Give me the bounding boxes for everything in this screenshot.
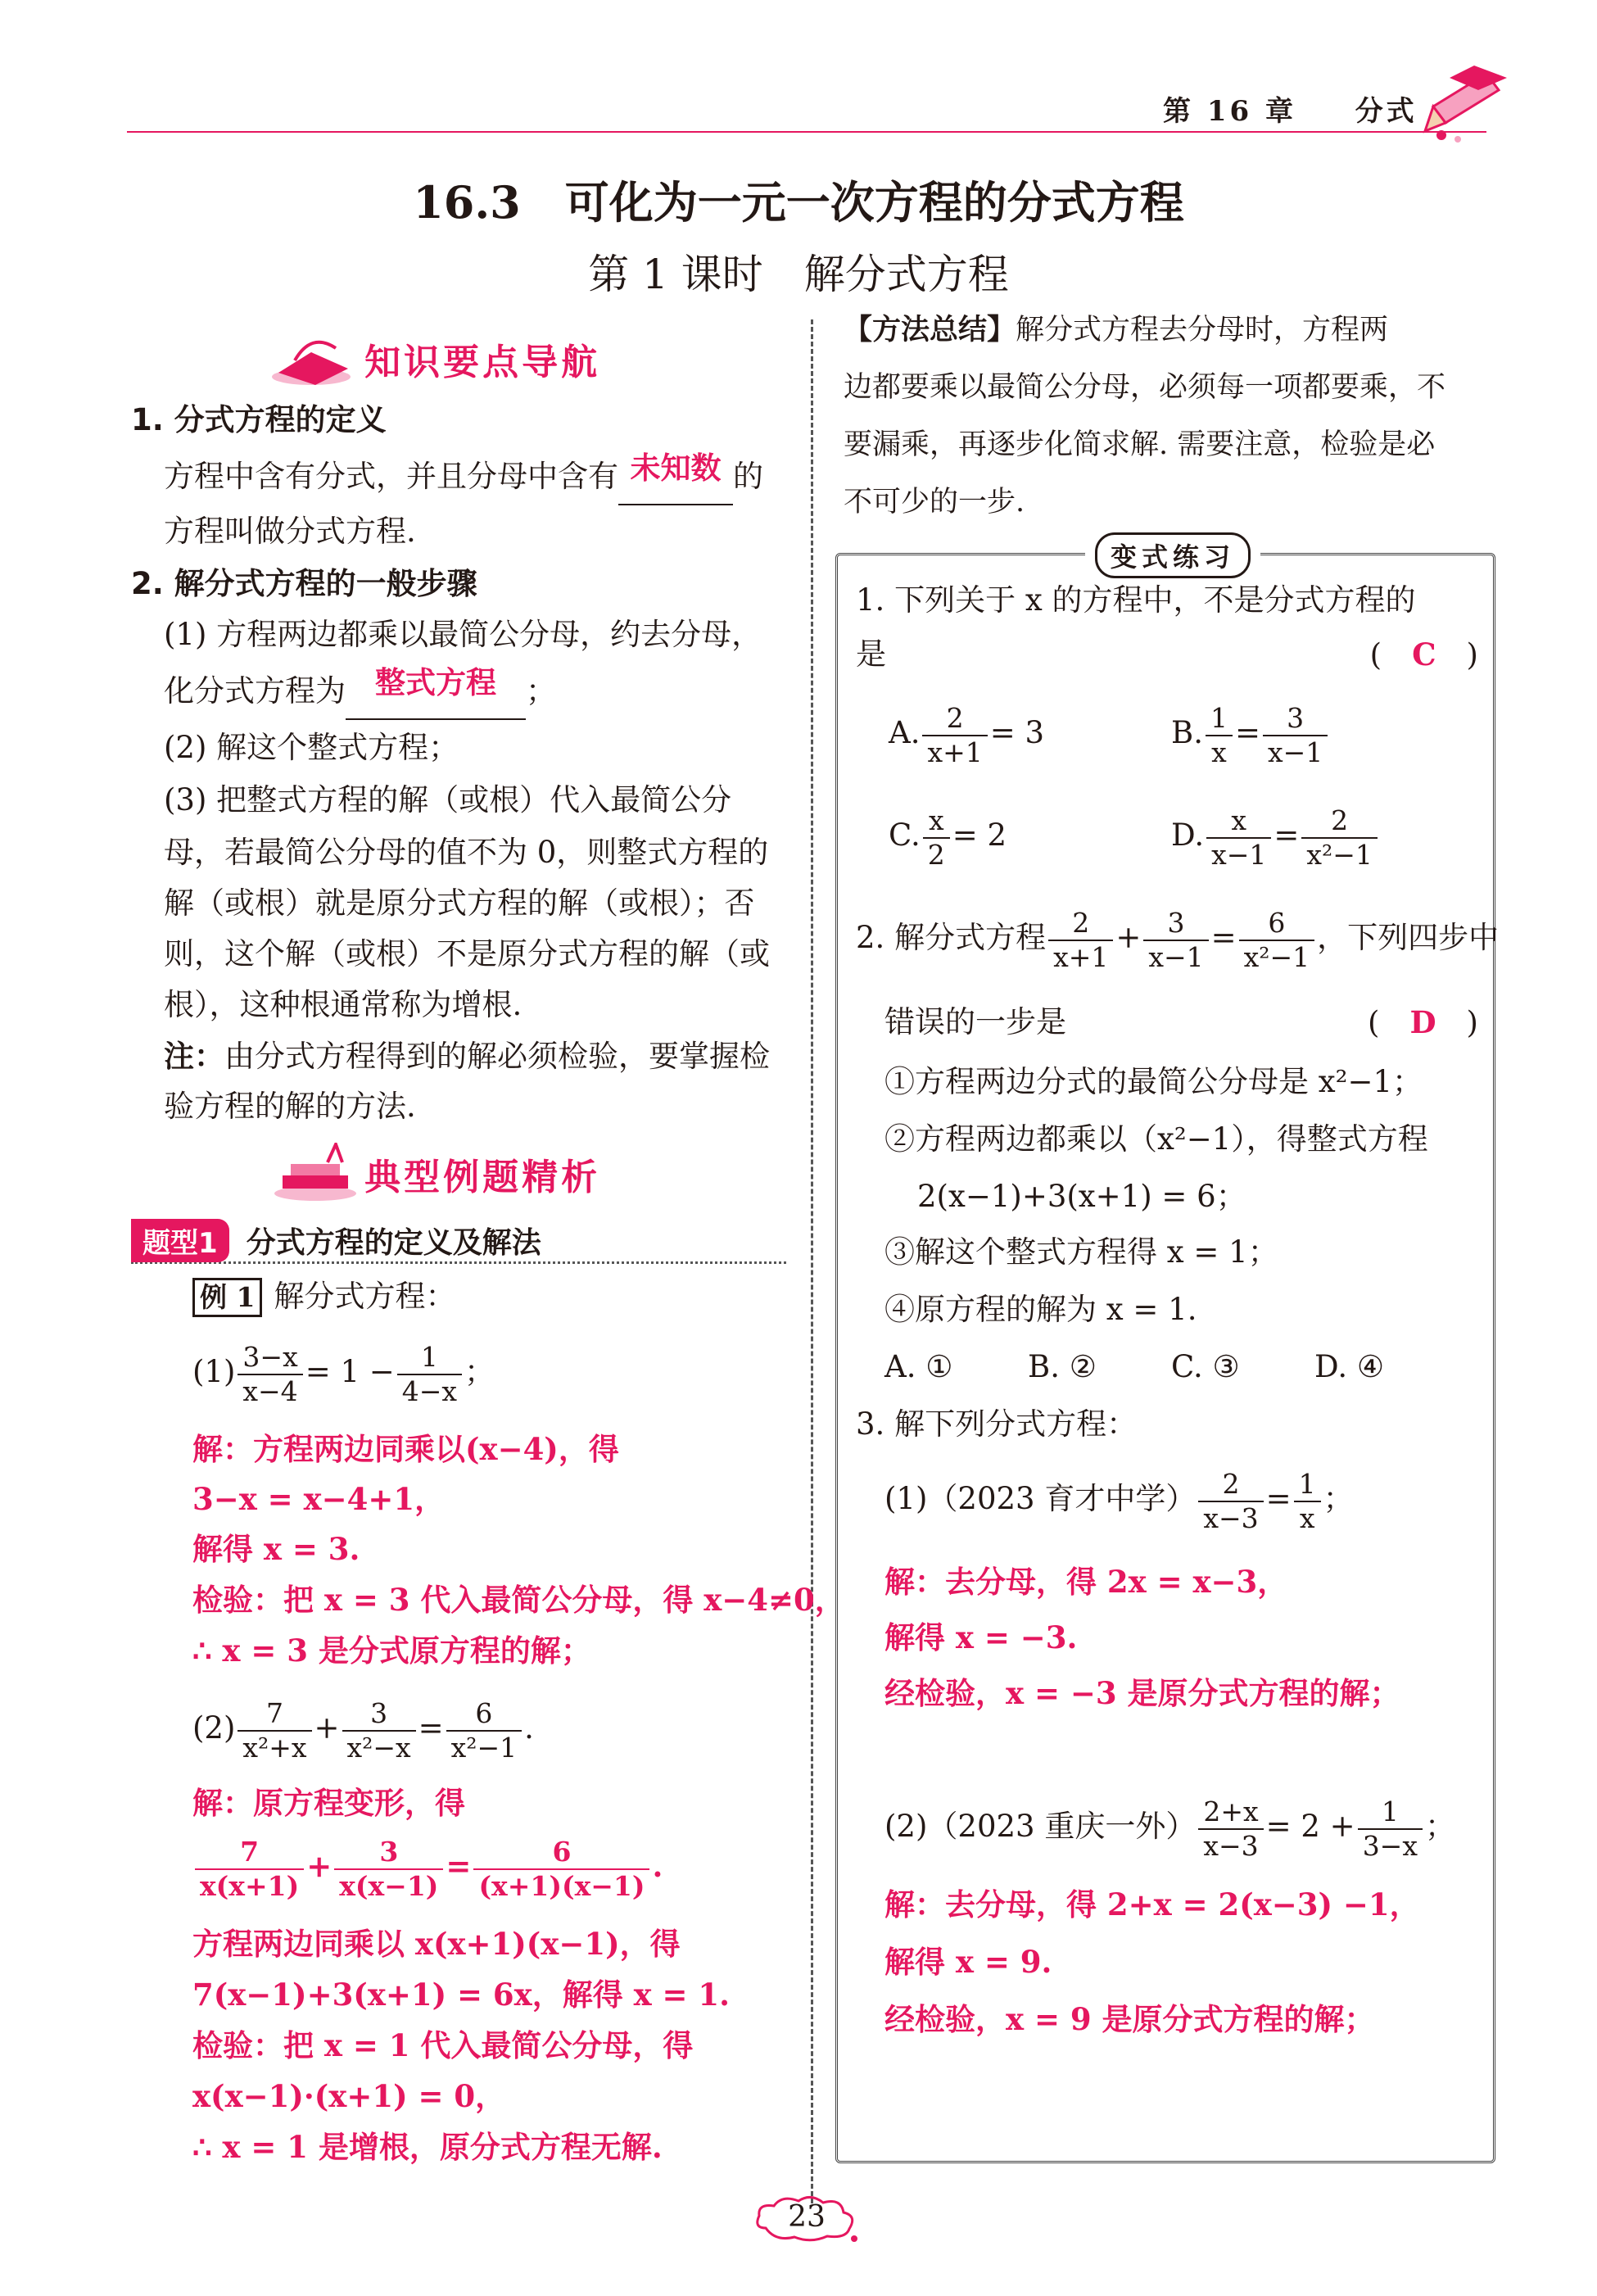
step-1b bbox=[164, 663, 556, 720]
frac-den: x+1 bbox=[922, 735, 987, 769]
sol1-line-3: 解得 x = 3. bbox=[192, 1531, 360, 1567]
frac-num: 2 bbox=[1222, 1467, 1240, 1500]
q1-stem-end: 是 bbox=[856, 636, 886, 672]
q1-line-2 bbox=[856, 627, 1478, 682]
examples-banner bbox=[270, 1143, 600, 1205]
frac-den: x²−1 bbox=[446, 1730, 523, 1764]
frac-num: x bbox=[928, 804, 944, 836]
frac-num: 7 bbox=[240, 1835, 260, 1868]
q2-options bbox=[884, 1340, 1429, 1394]
step-blank-answer: 整式方程 bbox=[375, 664, 496, 700]
q2-answer-bracket: ( D ) bbox=[1368, 1004, 1478, 1040]
q2-option-d: D. ④ bbox=[1314, 1349, 1385, 1384]
q2-frac-2 bbox=[1143, 907, 1208, 974]
sol2-line-5: 检验：把 x = 1 代入最简公分母，得 bbox=[192, 2027, 694, 2063]
step-3a: (3) 把整式方程的解（或根）代入最简公分 bbox=[164, 782, 732, 817]
running-header bbox=[1163, 88, 1418, 129]
frac-den: x bbox=[1294, 1501, 1321, 1535]
q2-line-2 bbox=[884, 995, 1478, 1049]
page-subtitle: 第 1 课时 解分式方程 bbox=[588, 251, 1009, 298]
type-header bbox=[131, 1219, 786, 1264]
frac-den: 2 bbox=[923, 837, 950, 872]
q2-stem-end: 错误的一步是 bbox=[884, 1004, 1066, 1039]
example-prompt-line bbox=[192, 1270, 455, 1324]
q2-frac-1 bbox=[1048, 907, 1113, 974]
frac-num: 6 bbox=[552, 1835, 572, 1868]
type-title: 分式方程的定义及解法 bbox=[246, 1226, 541, 1260]
frac-num: 2 bbox=[1331, 804, 1349, 836]
frac-num: 1 bbox=[1210, 701, 1228, 734]
frac-den: x−1 bbox=[1263, 735, 1328, 769]
option-letter: C. bbox=[889, 817, 921, 853]
frac-den: x+1 bbox=[1048, 940, 1113, 974]
problem-1-frac-1 bbox=[238, 1341, 302, 1408]
knowledge-banner-text: 知识要点导航 bbox=[364, 342, 601, 383]
frac-num: x bbox=[1231, 804, 1247, 836]
q3-1-frac-2 bbox=[1294, 1468, 1321, 1535]
sol2-fraction-line bbox=[192, 1825, 663, 1907]
frac-num: 6 bbox=[475, 1696, 493, 1729]
frac-den: (x+1)(x−1) bbox=[473, 1868, 649, 1903]
frac-den: 4−x bbox=[397, 1374, 462, 1408]
frac-num: 3 bbox=[379, 1835, 399, 1868]
frac-num: 3 bbox=[1287, 701, 1305, 734]
q1-option-a bbox=[889, 692, 1044, 774]
q2-frac-3 bbox=[1239, 907, 1315, 974]
method-line-4: 不可少的一步. bbox=[844, 486, 1025, 519]
frac-den: 3−x bbox=[1358, 1828, 1423, 1863]
q1-option-c bbox=[889, 795, 1007, 876]
frac-num: 2+x bbox=[1203, 1795, 1259, 1827]
q2-option-b: B. ② bbox=[1028, 1349, 1097, 1384]
sol2-line-6: x(x−1)·(x+1) = 0， bbox=[192, 2078, 506, 2114]
q2-step-2: ②方程两边都乘以（x²−1），得整式方程 bbox=[884, 1121, 1428, 1157]
problem-2-label: (2) bbox=[192, 1710, 236, 1746]
step-1b-text: 化分式方程为 bbox=[164, 673, 346, 709]
q3-1-label: (1)（2023 育才中学） bbox=[884, 1481, 1197, 1516]
q2-option-c: C. ③ bbox=[1171, 1349, 1240, 1384]
q3-part-2 bbox=[884, 1786, 1455, 1868]
sol1-line-2: 3−x = x−4+1， bbox=[192, 1481, 446, 1517]
q1-option-d bbox=[1171, 795, 1380, 876]
sol1-line-4: 检验：把 x = 3 代入最简公分母，得 x−4≠0， bbox=[192, 1582, 845, 1618]
q1-line-1: 1. 下列关于 x 的方程中，不是分式方程的 bbox=[856, 582, 1416, 618]
sol2-line-3: 方程两边同乘以 x(x+1)(x−1)，得 bbox=[192, 1926, 681, 1962]
q1-b-frac-2 bbox=[1263, 702, 1328, 769]
frac-num: 3 bbox=[370, 1696, 388, 1729]
example-prompt: 解分式方程： bbox=[274, 1279, 456, 1314]
practice-banner-text: 变式练习 bbox=[1095, 532, 1251, 578]
frac-den: x−3 bbox=[1198, 1501, 1263, 1535]
def-text-a: 方程中含有分式，并且分母中含有 bbox=[164, 459, 618, 494]
pencil-cap-icon bbox=[1417, 57, 1515, 147]
step-3b: 母，若最简公分母的值不为 0，则整式方程的 bbox=[164, 835, 769, 870]
def-title: 1. 分式方程的定义 bbox=[131, 402, 387, 437]
method-label: 【方法总结】 bbox=[844, 314, 1016, 346]
q1-answer: C bbox=[1412, 636, 1436, 672]
q1-a-frac bbox=[922, 702, 987, 769]
steps-title: 2. 解分式方程的一般步骤 bbox=[131, 566, 477, 601]
op: + bbox=[1115, 920, 1142, 955]
sol2-frac-3 bbox=[473, 1836, 649, 1903]
sol2-line-1: 解：原方程变形，得 bbox=[192, 1785, 465, 1821]
type-tag: 题型1 bbox=[131, 1219, 229, 1262]
books-icon bbox=[270, 1143, 360, 1205]
note-text-a: 由分式方程得到的解必须检验，要掌握检 bbox=[224, 1039, 770, 1074]
step-1: (1) 方程两边都乘以最简公分母，约去分母， bbox=[164, 617, 762, 652]
frac-den: x−4 bbox=[238, 1374, 302, 1408]
frac-den: x²−x bbox=[342, 1730, 416, 1764]
problem-2-end: . bbox=[524, 1710, 534, 1746]
frac-den: x²−1 bbox=[1239, 940, 1315, 974]
problem-1-frac-2 bbox=[397, 1341, 462, 1408]
q2-answer: D bbox=[1409, 1004, 1436, 1040]
q3-1-frac-1 bbox=[1198, 1468, 1263, 1535]
problem-1 bbox=[192, 1331, 495, 1413]
problem-2-frac-1 bbox=[238, 1697, 311, 1764]
examples-banner-text: 典型例题精析 bbox=[364, 1157, 601, 1198]
sol2-line-7: ∴ x = 1 是增根，原分式方程无解. bbox=[192, 2129, 663, 2165]
method-text-1: 解分式方程去分母时，方程两 bbox=[1016, 314, 1389, 346]
problem-1-end: ； bbox=[464, 1354, 495, 1389]
step-3d: 则，这个解（或根）不是原分式方程的解（或 bbox=[164, 936, 770, 971]
sol2-frac-2 bbox=[334, 1836, 443, 1903]
op: = bbox=[446, 1848, 472, 1884]
book-icon bbox=[270, 328, 360, 390]
q3-part-1 bbox=[884, 1458, 1354, 1540]
q1-d-frac-2 bbox=[1301, 804, 1378, 872]
sol2-frac-1 bbox=[195, 1836, 304, 1903]
frac-den: x−1 bbox=[1206, 837, 1271, 872]
op: + bbox=[314, 1710, 340, 1746]
frac-den: x²+x bbox=[238, 1730, 311, 1764]
page-title: 16.3 可化为一元一次方程的分式方程 bbox=[413, 176, 1184, 229]
q2-step-3: ③解这个整式方程得 x = 1； bbox=[884, 1234, 1278, 1270]
q3-2-end: ； bbox=[1424, 1809, 1455, 1844]
sol1-line-1: 解：方程两边同乘以(x−4)，得 bbox=[192, 1431, 619, 1467]
frac-den: x−1 bbox=[1143, 940, 1208, 974]
q3-title: 3. 解下列分式方程： bbox=[856, 1406, 1138, 1442]
op: = bbox=[1234, 715, 1260, 750]
frac-num: 1 bbox=[1298, 1467, 1316, 1500]
q3-1-sol-1: 解：去分母，得 2x = x−3， bbox=[884, 1564, 1288, 1600]
frac-num: 3 bbox=[1167, 906, 1185, 939]
q3-1-end: ； bbox=[1323, 1481, 1354, 1516]
step-2: (2) 解这个整式方程； bbox=[164, 730, 459, 765]
q1-option-b bbox=[1171, 692, 1330, 774]
problem-2-frac-2 bbox=[342, 1697, 416, 1764]
op: = bbox=[1265, 1481, 1292, 1516]
frac-num: 7 bbox=[265, 1696, 283, 1729]
page-number: 23 bbox=[788, 2200, 826, 2234]
q3-1-sol-3: 经检验，x = −3 是原分式方程的解； bbox=[884, 1675, 1400, 1711]
note-line-2: 验方程的解的方法. bbox=[164, 1089, 416, 1124]
frac-num: 6 bbox=[1268, 906, 1286, 939]
frac-den: x−3 bbox=[1198, 1828, 1263, 1863]
problem-1-label: (1) bbox=[192, 1354, 236, 1389]
q3-2-frac-2 bbox=[1358, 1796, 1423, 1863]
problem-1-mid: = 1 − bbox=[305, 1354, 395, 1389]
def-line-1 bbox=[164, 449, 763, 505]
op: = bbox=[1274, 817, 1300, 853]
q1-d-frac-1 bbox=[1206, 804, 1271, 872]
sol1-line-5: ∴ x = 3 是分式原方程的解； bbox=[192, 1633, 591, 1669]
q2-tail: ，下列四步中 bbox=[1317, 920, 1500, 955]
note-line-1 bbox=[164, 1029, 770, 1084]
q2-option-a: A. ① bbox=[884, 1349, 953, 1384]
option-rest: = 3 bbox=[989, 715, 1045, 750]
option-letter: B. bbox=[1171, 715, 1203, 750]
q3-2-label: (2)（2023 重庆一外） bbox=[884, 1809, 1197, 1844]
def-blank-answer: 未知数 bbox=[630, 450, 722, 486]
frac-num: 2 bbox=[1072, 906, 1090, 939]
sol2-line-4: 7(x−1)+3(x+1) = 6x，解得 x = 1. bbox=[192, 1977, 731, 2013]
op: = bbox=[1210, 920, 1237, 955]
column-divider bbox=[811, 319, 813, 2203]
def-blank bbox=[618, 449, 733, 505]
frac-den: x(x+1) bbox=[195, 1868, 304, 1903]
option-letter: D. bbox=[1171, 817, 1205, 853]
q2-step-4: ④原方程的解为 x = 1. bbox=[884, 1292, 1197, 1327]
q2-line-1 bbox=[856, 897, 1499, 979]
q1-b-frac-1 bbox=[1206, 702, 1233, 769]
q3-1-sol-2: 解得 x = −3. bbox=[884, 1619, 1078, 1655]
q3-2-sol-2: 解得 x = 9. bbox=[884, 1944, 1052, 1980]
frac-den: x bbox=[1206, 735, 1233, 769]
q3-2-sol-3: 经检验，x = 9 是原分式方程的解； bbox=[884, 2001, 1375, 2037]
step-3c: 解（或根）就是原分式方程的解（或根）；否 bbox=[164, 885, 755, 921]
op: = bbox=[418, 1710, 444, 1746]
step-3e: 根），这种根通常称为增根. bbox=[164, 987, 523, 1022]
q2-step-1: ①方程两边分式的最简公分母是 x²−1； bbox=[884, 1064, 1423, 1099]
frac-num: 1 bbox=[420, 1340, 438, 1373]
sol2-end: . bbox=[652, 1848, 663, 1884]
q2-label: 2. 解分式方程 bbox=[856, 920, 1047, 955]
frac-num: 3−x bbox=[242, 1340, 298, 1373]
step-1b-end: ； bbox=[526, 673, 556, 709]
note-label: 注： bbox=[164, 1038, 224, 1074]
chapter-label: 第 16 章 bbox=[1163, 95, 1296, 128]
step-blank bbox=[346, 663, 526, 720]
practice-banner bbox=[1085, 532, 1260, 578]
knowledge-banner bbox=[270, 328, 600, 390]
problem-2-frac-3 bbox=[446, 1697, 523, 1764]
q3-2-sol-1: 解：去分母，得 2+x = 2(x−3) −1， bbox=[884, 1886, 1420, 1922]
method-line-2: 边都要乘以最简公分母，必须每一项都要乘，不 bbox=[844, 371, 1446, 404]
example-tag: 例 1 bbox=[192, 1278, 262, 1317]
frac-den: x(x−1) bbox=[334, 1868, 443, 1903]
frac-num: 2 bbox=[946, 701, 964, 734]
frac-num: 1 bbox=[1381, 1795, 1399, 1827]
method-line-3: 要漏乘，再逐步化简求解. 需要注意，检验是必 bbox=[844, 428, 1436, 461]
q3-2-frac-1 bbox=[1198, 1796, 1263, 1863]
def-line-2: 方程叫做分式方程. bbox=[164, 514, 416, 549]
option-rest: = 2 bbox=[952, 817, 1007, 853]
frac-den: x²−1 bbox=[1301, 837, 1378, 872]
q1-c-frac bbox=[923, 804, 950, 872]
header-rule bbox=[127, 131, 1486, 133]
option-letter: A. bbox=[889, 715, 921, 750]
chapter-topic: 分式 bbox=[1355, 95, 1418, 128]
def-text-b: 的 bbox=[733, 459, 763, 494]
q3-2-mid: = 2 + bbox=[1265, 1809, 1355, 1844]
q1-answer-bracket: ( C ) bbox=[1369, 636, 1478, 672]
op: + bbox=[306, 1848, 333, 1884]
problem-2 bbox=[192, 1687, 534, 1769]
method-line-1 bbox=[844, 303, 1388, 357]
q2-step-2b: 2(x−1)+3(x+1) = 6； bbox=[917, 1179, 1246, 1214]
